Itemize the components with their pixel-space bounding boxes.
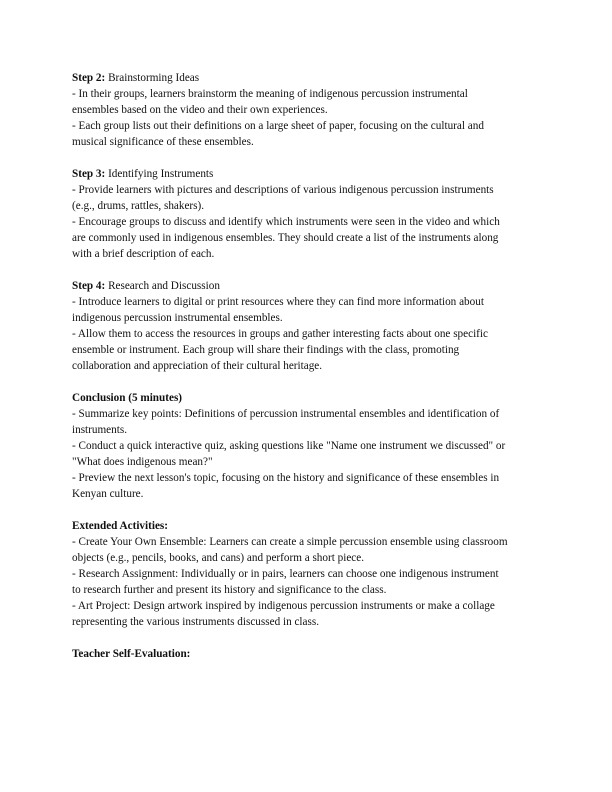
body-line: objects (e.g., pencils, books, and cans) and perform a short piece. [72, 552, 365, 564]
body-line: - Preview the next lesson's topic, focusing on the history and significance of these ensembles in [72, 472, 500, 484]
heading-title: Identifying Instruments [105, 168, 214, 180]
body-line: - Art Project: Design artwork inspired by indigenous percussion instruments or make a collage [72, 600, 495, 612]
heading-label: Step 4: [72, 280, 106, 292]
body-line: - Each group lists out their definitions on a large sheet of paper, focusing on the cultural and [72, 120, 484, 132]
body-line: (e.g., drums, rattles, shakers). [72, 200, 205, 212]
heading-title: Research and Discussion [105, 280, 220, 292]
body-line: - In their groups, learners brainstorm the meaning of indigenous percussion instrumental [72, 88, 468, 100]
step-4-section [72, 278, 547, 374]
body-line: - Research Assignment: Individually or in pairs, learners can choose one indigenous instrument [72, 568, 499, 580]
step-3-section [72, 166, 547, 262]
body-line: indigenous percussion instrumental ensembles. [72, 312, 283, 324]
body-line: instruments. [72, 424, 128, 436]
body-line: - Encourage groups to discuss and identify which instruments were seen in the video and which [72, 216, 500, 228]
conclusion-section [72, 390, 547, 502]
step-2-section [72, 70, 547, 150]
heading-label: Step 2: [72, 72, 106, 84]
body-line: - Introduce learners to digital or print resources where they can find more information about [72, 296, 484, 308]
body-line: - Summarize key points: Definitions of percussion instrumental ensembles and identification of [72, 408, 500, 420]
section-heading: Conclusion (5 minutes) [72, 392, 183, 404]
section-heading: Teacher Self-Evaluation: [72, 648, 191, 660]
body-line: ensembles based on the video and their own experiences. [72, 104, 328, 116]
body-line: are commonly used in indigenous ensembles. They should create a list of the instruments along [72, 232, 499, 244]
teacher-self-evaluation-section [72, 646, 547, 662]
body-line: - Provide learners with pictures and descriptions of various indigenous percussion instruments [72, 184, 494, 196]
section-heading [72, 166, 547, 182]
body-line: - Allow them to access the resources in groups and gather interesting facts about one specific [72, 328, 488, 340]
extended-activities-section [72, 518, 547, 630]
heading-title: Brainstorming Ideas [105, 72, 200, 84]
body-line: "What does indigenous mean?" [72, 456, 213, 468]
body-line: ensemble or instrument. Each group will share their findings with the class, promoting [72, 344, 460, 356]
body-line: representing the various instruments discussed in class. [72, 616, 320, 628]
body-line: - Conduct a quick interactive quiz, asking questions like "Name one instrument we discussed" or [72, 440, 506, 452]
document-page [72, 70, 547, 678]
section-heading [72, 70, 547, 86]
body-line: Kenyan culture. [72, 488, 144, 500]
body-line: with a brief description of each. [72, 248, 215, 260]
body-line: collaboration and appreciation of their cultural heritage. [72, 360, 323, 372]
body-line: to research further and present its history and significance to the class. [72, 584, 387, 596]
section-heading: Extended Activities: [72, 520, 169, 532]
body-line: musical significance of these ensembles. [72, 136, 254, 148]
body-line: - Create Your Own Ensemble: Learners can create a simple percussion ensemble using classroom [72, 536, 508, 548]
section-heading [72, 278, 547, 294]
heading-label: Step 3: [72, 168, 106, 180]
